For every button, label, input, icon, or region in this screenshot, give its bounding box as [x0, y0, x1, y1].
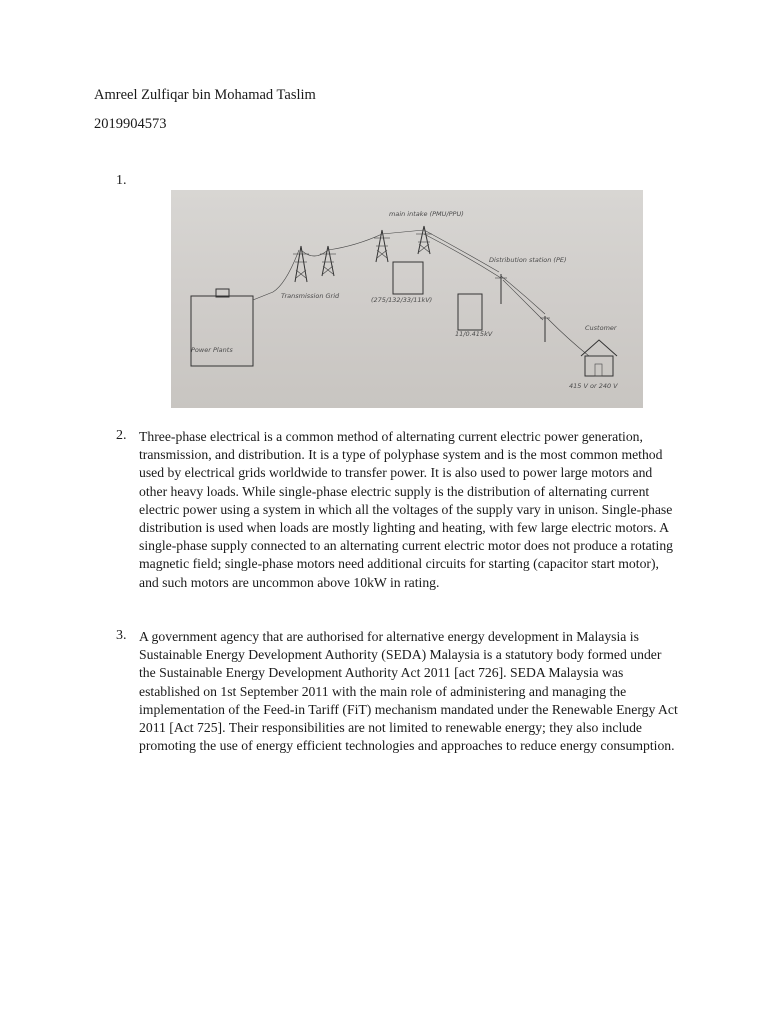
- label-pe-voltage: 11/0.415kV: [455, 330, 493, 338]
- author-name: Amreel Zulfiqar bin Mohamad Taslim: [94, 87, 316, 103]
- answer-2-text: Three-phase electrical is a common method of alternating current electric power generation, transmission, and distribution. It is a type of polyphase system and is the most common method used by electrical grids worldwide to transfer power. It is also used to power large motors and other heavy loads. While single-phase electric supply is the distribution of alternating current electric power using a system in which all the voltages of the supply vary in unison. Single-phase distribution is used when loads are mostly lighting and heating, with few large electric motors. A single-phase supply connected to an alternating current electric motor does not produce a rotating magnetic field; single-phase motors need additional circuits for starting (capacitor start motor), and such motors are uncommon above 10kW in rating.: [139, 429, 674, 590]
- label-transmission-grid: Transmission Grid: [281, 292, 340, 300]
- distribution-station-box: [458, 294, 482, 330]
- power-system-sketch: [171, 190, 643, 408]
- label-distribution-station: Distribution station (PE): [489, 256, 567, 264]
- label-main-intake: main intake (PMU/PPU): [389, 210, 464, 218]
- power-plant-drawing: [191, 289, 273, 366]
- answer-3-text: A government agency that are authorised for alternative energy development in Malaysia is Sustainable Energy Development Authority (SEDA) Malaysia is a statutory body formed under the Sustainable Energy Development Authority Act 2011 [act 726]. SEDA Malaysia was established on 1st September 2011 with the main role of administering and managing the implementation of the Feed-in Tariff (FiT) mechanism mandated under the Renewable Energy Act 2011 [Act 725]. Their responsibilities are not limited to renewable energy; they also include promoting the use of energy efficient technologies and approaches to reduce energy consumption.: [139, 629, 678, 754]
- transmission-tower-1: [293, 246, 309, 282]
- customer-house-drawing: [581, 340, 617, 376]
- label-customer: Customer: [585, 324, 617, 332]
- label-power-plants: Power Plants: [191, 346, 233, 354]
- question-number-2: 2.: [116, 428, 127, 443]
- transmission-tower-2: [320, 246, 336, 276]
- question-number-3: 3.: [116, 628, 127, 643]
- label-customer-voltage: 415 V or 240 V: [569, 382, 618, 390]
- student-id: 2019904573: [94, 116, 167, 132]
- question-number-1: 1.: [116, 173, 127, 188]
- distribution-poles: [495, 274, 550, 342]
- label-intake-voltage: (275/132/33/11kV): [371, 296, 433, 304]
- main-intake-box: [393, 262, 423, 294]
- transmission-tower-3: [374, 230, 390, 262]
- power-system-sketch-photo: [171, 190, 643, 408]
